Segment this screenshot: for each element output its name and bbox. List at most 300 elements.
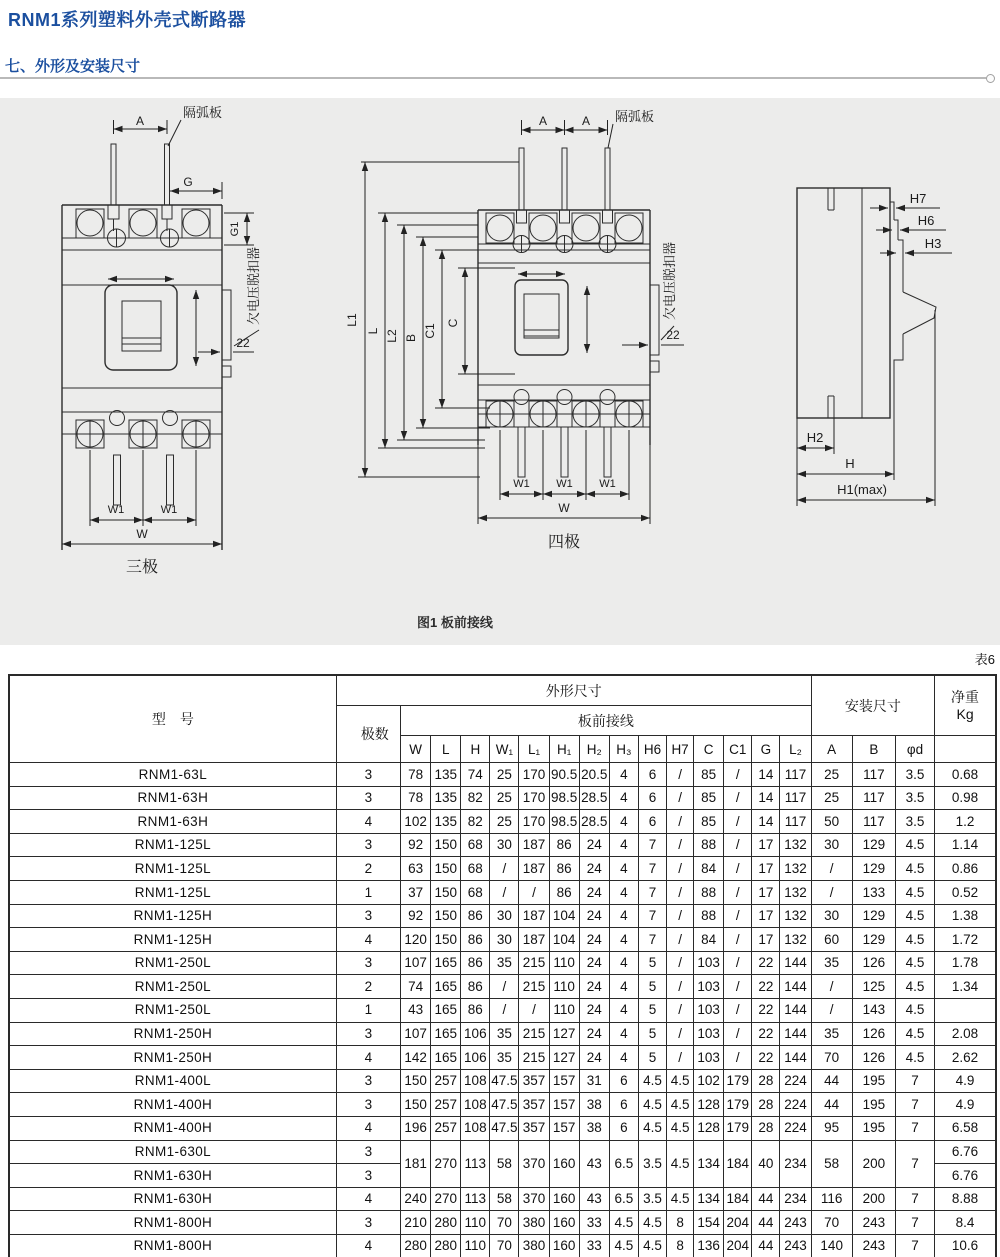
model-cell: RNM1-125L — [9, 833, 336, 857]
dim-cell: 280 — [431, 1234, 461, 1257]
weight-cell: 1.2 — [935, 810, 996, 834]
dim-cell: 5 — [638, 975, 666, 999]
weight-cell: 0.86 — [935, 857, 996, 881]
weight-cell: 0.68 — [935, 763, 996, 787]
dim-cell: 144 — [780, 1022, 811, 1046]
dim-cell: 7 — [638, 904, 666, 928]
dim-h3-label: H3 — [924, 236, 942, 251]
model-cell: RNM1-125L — [9, 880, 336, 904]
dim-cell: 126 — [852, 1022, 895, 1046]
dim-cell: 4.5 — [895, 880, 934, 904]
dim-l1-label: L1 — [345, 313, 359, 327]
dim-cell: 38 — [579, 1116, 609, 1140]
dim-w1-label: W1 — [107, 504, 125, 516]
dim-cell: 357 — [519, 1116, 549, 1140]
dim-cell: 22 — [752, 951, 780, 975]
dim-g-label: G — [183, 175, 193, 189]
page-title: RNM1系列塑料外壳式断路器 — [8, 10, 247, 30]
dim-a-label: A — [538, 114, 548, 128]
model-cell: RNM1-630H — [9, 1187, 336, 1211]
dim-cell: 35 — [811, 1022, 852, 1046]
dim-cell: 85 — [694, 786, 724, 810]
dim-cell: 103 — [694, 975, 724, 999]
dim-w1-label: W1 — [160, 504, 178, 516]
dim-h1max-label: H1(max) — [837, 482, 887, 497]
dim-cell: / — [667, 833, 694, 857]
dim-cell: 7 — [895, 1140, 934, 1187]
dim-cell: 24 — [579, 857, 609, 881]
dim-cell: 17 — [752, 857, 780, 881]
dim-cell: 215 — [519, 951, 549, 975]
dim-h-label: H — [845, 456, 855, 471]
dim-cell: 35 — [490, 1046, 519, 1070]
weight-cell: 1.38 — [935, 904, 996, 928]
dim-cell: 132 — [780, 880, 811, 904]
dim-cell: 4.5 — [609, 1211, 638, 1235]
dim-cell: 135 — [431, 786, 461, 810]
dim-cell: 4.5 — [895, 928, 934, 952]
dim-cell: 86 — [461, 998, 490, 1022]
dim-cell: 17 — [752, 833, 780, 857]
dim-cell: / — [724, 1046, 752, 1070]
dim-cell: 117 — [780, 786, 811, 810]
col-header-outline-dims: 外形尺寸 — [336, 675, 811, 706]
dim-cell: / — [519, 998, 549, 1022]
dim-cell: 31 — [579, 1069, 609, 1093]
dim-cell: 154 — [694, 1211, 724, 1235]
dim-cell: 92 — [401, 904, 431, 928]
dim-cell: 4.5 — [638, 1093, 666, 1117]
dim-cell: 3.5 — [895, 786, 934, 810]
dim-cell: 44 — [752, 1211, 780, 1235]
dim-cell: 134 — [694, 1140, 724, 1187]
dim-cell: 7 — [895, 1187, 934, 1211]
col-header-dim: L — [431, 736, 461, 763]
dim-cell: 24 — [579, 833, 609, 857]
dim-cell: 160 — [549, 1187, 579, 1211]
dim-w1-label: W1 — [556, 478, 573, 490]
dim-l-label: L — [366, 327, 380, 335]
weight-cell — [935, 998, 996, 1022]
dim-cell: 106 — [461, 1046, 490, 1070]
dim-cell: 160 — [549, 1140, 579, 1187]
dim-cell: 243 — [780, 1211, 811, 1235]
dim-cell: / — [667, 763, 694, 787]
col-header-weight — [935, 675, 996, 736]
dim-cell: / — [724, 880, 752, 904]
dim-cell: 4 — [609, 904, 638, 928]
dim-cell: 88 — [694, 904, 724, 928]
three-pole-front-view — [62, 105, 261, 576]
dim-cell: 6 — [638, 810, 666, 834]
model-cell: RNM1-400L — [9, 1069, 336, 1093]
weight-cell: 8.4 — [935, 1211, 996, 1235]
model-cell: RNM1-63L — [9, 763, 336, 787]
dim-cell: 200 — [852, 1187, 895, 1211]
col-header-dim: G — [752, 736, 780, 763]
dim-cell: 4.5 — [638, 1069, 666, 1093]
dim-cell: 70 — [490, 1211, 519, 1235]
dim-cell: 4.5 — [667, 1116, 694, 1140]
dim-cell: 4 — [609, 928, 638, 952]
dim-cell: 24 — [579, 998, 609, 1022]
col-header-poles: 极数 — [336, 706, 400, 763]
dim-cell: 30 — [490, 833, 519, 857]
model-cell: RNM1-63H — [9, 786, 336, 810]
dim-cell: 184 — [724, 1140, 752, 1187]
dim-cell: 160 — [549, 1211, 579, 1235]
dim-cell: 86 — [549, 857, 579, 881]
dim-cell: 108 — [461, 1116, 490, 1140]
dim-cell: 113 — [461, 1187, 490, 1211]
dim-cell: 215 — [519, 975, 549, 999]
poles-cell: 3 — [336, 1164, 400, 1188]
header-row-1 — [9, 675, 996, 706]
poles-cell: 2 — [336, 857, 400, 881]
col-header-dim: C — [694, 736, 724, 763]
col-header-dim: H₂ — [579, 736, 609, 763]
dim-cell: 150 — [401, 1093, 431, 1117]
dim-cell: 86 — [461, 904, 490, 928]
dim-cell: 127 — [549, 1046, 579, 1070]
model-cell: RNM1-400H — [9, 1093, 336, 1117]
dim-cell: / — [667, 1046, 694, 1070]
dim-cell: 88 — [694, 880, 724, 904]
dim-cell: 92 — [401, 833, 431, 857]
dim-cell: 37 — [401, 880, 431, 904]
spec-table — [8, 674, 997, 1257]
table-row — [9, 1234, 996, 1257]
dim-cell: 4.5 — [638, 1116, 666, 1140]
table-row — [9, 1187, 996, 1211]
dim-cell: 117 — [780, 763, 811, 787]
weight-cell: 8.88 — [935, 1187, 996, 1211]
model-cell: RNM1-630H — [9, 1164, 336, 1188]
dim-cell: 170 — [519, 763, 549, 787]
dim-cell: 7 — [895, 1211, 934, 1235]
dim-cell: 129 — [852, 904, 895, 928]
dim-cell: 5 — [638, 1022, 666, 1046]
dim-cell: 98.5 — [549, 810, 579, 834]
dimension-drawing — [0, 98, 1000, 645]
dim-cell: 6 — [638, 786, 666, 810]
dim-cell: 44 — [811, 1093, 852, 1117]
dim-cell: 135 — [431, 763, 461, 787]
col-header-dim: A — [811, 736, 852, 763]
model-cell: RNM1-250L — [9, 975, 336, 999]
dim-h7-label: H7 — [909, 191, 927, 206]
dim-cell: 44 — [811, 1069, 852, 1093]
dim-cell: 8 — [667, 1211, 694, 1235]
dim-cell: / — [667, 928, 694, 952]
dim-cell: 150 — [431, 928, 461, 952]
dim-cell: 142 — [401, 1046, 431, 1070]
dim-cell: 234 — [780, 1187, 811, 1211]
poles-cell: 4 — [336, 1234, 400, 1257]
dim-cell: 6.5 — [609, 1187, 638, 1211]
dim-cell: 30 — [490, 928, 519, 952]
dim-cell: 3.5 — [638, 1187, 666, 1211]
dim-w1-label: W1 — [599, 478, 616, 490]
dim-cell: 86 — [549, 833, 579, 857]
dim-cell: 257 — [431, 1116, 461, 1140]
dim-cell: 14 — [752, 786, 780, 810]
table-row — [9, 975, 996, 999]
table-tag: 表6 — [974, 652, 995, 667]
poles-cell: 1 — [336, 880, 400, 904]
dim-cell: 134 — [694, 1187, 724, 1211]
poles-cell: 3 — [336, 1211, 400, 1235]
dim-cell: 68 — [461, 857, 490, 881]
dim-cell: 22 — [752, 1046, 780, 1070]
dim-cell: 270 — [431, 1140, 461, 1187]
dim-cell: 7 — [638, 833, 666, 857]
poles-cell: 3 — [336, 1022, 400, 1046]
dim-cell: 70 — [811, 1211, 852, 1235]
dim-cell: 14 — [752, 763, 780, 787]
dim-cell: 82 — [461, 810, 490, 834]
dim-cell: 243 — [852, 1234, 895, 1257]
dim-cell: 24 — [579, 928, 609, 952]
dim-cell: 108 — [461, 1069, 490, 1093]
poles-cell: 4 — [336, 1187, 400, 1211]
dim-cell: 30 — [811, 904, 852, 928]
dim-cell: 243 — [780, 1234, 811, 1257]
model-cell: RNM1-250L — [9, 998, 336, 1022]
poles-cell: 4 — [336, 928, 400, 952]
dim-cell: 86 — [549, 880, 579, 904]
dim-cell: 110 — [549, 951, 579, 975]
dim-cell: 113 — [461, 1140, 490, 1187]
dim-cell: 196 — [401, 1116, 431, 1140]
dim-cell: 179 — [724, 1069, 752, 1093]
dim-cell: 215 — [519, 1022, 549, 1046]
dim-cell: / — [724, 975, 752, 999]
model-cell: RNM1-800H — [9, 1234, 336, 1257]
dim-c-label: C — [446, 318, 460, 328]
model-cell: RNM1-250L — [9, 951, 336, 975]
dim-cell: 43 — [579, 1187, 609, 1211]
dim-cell: / — [811, 975, 852, 999]
dim-cell: 4 — [609, 857, 638, 881]
dim-cell: 24 — [579, 1046, 609, 1070]
dim-cell: 270 — [431, 1187, 461, 1211]
spec-table-body — [9, 763, 996, 1257]
dim-cell: / — [724, 1022, 752, 1046]
col-header-dim: L₂ — [780, 736, 811, 763]
dim-cell: 24 — [579, 1022, 609, 1046]
weight-cell: 6.58 — [935, 1116, 996, 1140]
dim-cell: 4.5 — [895, 951, 934, 975]
dim-cell: 47.5 — [490, 1116, 519, 1140]
dim-cell: 68 — [461, 833, 490, 857]
dim-cell: 7 — [895, 1116, 934, 1140]
dim-cell: 28.5 — [579, 810, 609, 834]
poles-cell: 3 — [336, 1093, 400, 1117]
dim-cell: 117 — [852, 763, 895, 787]
dim-cell: / — [724, 786, 752, 810]
dim-cell: 132 — [780, 904, 811, 928]
dim-cell: 132 — [780, 833, 811, 857]
dim-cell: 179 — [724, 1093, 752, 1117]
dim-cell: 4.5 — [895, 975, 934, 999]
dim-cell: 28 — [752, 1093, 780, 1117]
section-heading: 七、外形及安装尺寸 — [5, 58, 141, 75]
dim-cell: / — [667, 975, 694, 999]
dim-cell: 44 — [752, 1187, 780, 1211]
dim-cell: 4 — [609, 833, 638, 857]
dim-cell: 4 — [609, 998, 638, 1022]
dim-cell: 17 — [752, 880, 780, 904]
dim-cell: 370 — [519, 1187, 549, 1211]
dim-cell: 224 — [780, 1116, 811, 1140]
dim-cell: 116 — [811, 1187, 852, 1211]
dim-cell: 84 — [694, 928, 724, 952]
col-header-dim: H₃ — [609, 736, 638, 763]
dim-cell: / — [811, 880, 852, 904]
model-cell: RNM1-800H — [9, 1211, 336, 1235]
dim-cell: 170 — [519, 810, 549, 834]
dim-cell: 4 — [609, 880, 638, 904]
undervoltage-label: 欠电压脱扣器 — [246, 246, 261, 326]
dim-cell: 7 — [895, 1234, 934, 1257]
table-row — [9, 1046, 996, 1070]
dim-cell: 22 — [752, 1022, 780, 1046]
dim-cell: 7 — [895, 1093, 934, 1117]
dim-cell: 108 — [461, 1093, 490, 1117]
dim-cell: / — [490, 975, 519, 999]
dim-cell: 110 — [549, 975, 579, 999]
arc-plate-label: 隔弧板 — [183, 105, 223, 120]
four-pole-label: 四极 — [547, 534, 581, 551]
table-row — [9, 951, 996, 975]
dim-cell: 60 — [811, 928, 852, 952]
dim-a-label: A — [581, 114, 591, 128]
dim-cell: 84 — [694, 857, 724, 881]
col-header-dim: W₁ — [490, 736, 519, 763]
dim-cell: 195 — [852, 1116, 895, 1140]
dim-cell: 103 — [694, 998, 724, 1022]
dim-cell: 50 — [811, 810, 852, 834]
table-row — [9, 1116, 996, 1140]
model-cell: RNM1-125H — [9, 904, 336, 928]
dim-cell: 157 — [549, 1116, 579, 1140]
model-cell: RNM1-125H — [9, 928, 336, 952]
table-row — [9, 1093, 996, 1117]
dim-cell: 85 — [694, 763, 724, 787]
table-row — [9, 833, 996, 857]
dim-cell: 20.5 — [579, 763, 609, 787]
dim-cell: / — [667, 904, 694, 928]
dim-c1-label: C1 — [423, 323, 437, 339]
dim-cell: 187 — [519, 833, 549, 857]
dim-cell: 181 — [401, 1140, 431, 1187]
dim-cell: 22 — [752, 998, 780, 1022]
dim-cell: 103 — [694, 951, 724, 975]
dim-cell: / — [724, 810, 752, 834]
dim-cell: 70 — [490, 1234, 519, 1257]
dim-cell: 136 — [694, 1234, 724, 1257]
dim-cell: 107 — [401, 951, 431, 975]
weight-cell: 2.62 — [935, 1046, 996, 1070]
table-row — [9, 998, 996, 1022]
dim-w-label: W — [558, 501, 570, 515]
col-header-dim: φd — [895, 736, 934, 763]
dim-cell: 129 — [852, 928, 895, 952]
weight-cell: 10.6 — [935, 1234, 996, 1257]
dim-cell: / — [724, 998, 752, 1022]
weight-cell: 0.98 — [935, 786, 996, 810]
table-row — [9, 1140, 996, 1164]
dim-cell: 4 — [609, 975, 638, 999]
dim-cell: 129 — [852, 857, 895, 881]
dim-cell: 38 — [579, 1093, 609, 1117]
side-view — [797, 188, 952, 506]
dim-cell: 144 — [780, 951, 811, 975]
dim-cell: 4 — [609, 1046, 638, 1070]
model-cell: RNM1-63H — [9, 810, 336, 834]
table-row — [9, 763, 996, 787]
model-cell: RNM1-250H — [9, 1046, 336, 1070]
dim-cell: 58 — [490, 1187, 519, 1211]
dim-cell: 4.5 — [667, 1140, 694, 1187]
poles-cell: 1 — [336, 998, 400, 1022]
dim-cell: 150 — [401, 1069, 431, 1093]
dim-cell: 86 — [461, 975, 490, 999]
dim-l2-label: L2 — [385, 329, 399, 343]
dim-cell: 150 — [431, 857, 461, 881]
dim-cell: 4.5 — [667, 1093, 694, 1117]
dim-cell: 128 — [694, 1093, 724, 1117]
dim-cell: 380 — [519, 1211, 549, 1235]
poles-cell: 2 — [336, 975, 400, 999]
weight-cell: 6.76 — [935, 1140, 996, 1164]
dim-cell: 150 — [431, 904, 461, 928]
dim-cell: 127 — [549, 1022, 579, 1046]
dim-cell: 4.5 — [895, 1022, 934, 1046]
dim-cell: 165 — [431, 998, 461, 1022]
col-header-weight-spacer — [935, 736, 996, 763]
dim-cell: 6 — [609, 1116, 638, 1140]
poles-cell: 4 — [336, 810, 400, 834]
dim-cell: 126 — [852, 951, 895, 975]
dim-cell: 234 — [780, 1140, 811, 1187]
dim-cell: 35 — [811, 951, 852, 975]
dim-cell: 5 — [638, 1046, 666, 1070]
model-cell: RNM1-125L — [9, 857, 336, 881]
dim-cell: 126 — [852, 1046, 895, 1070]
col-header-dim: W — [401, 736, 431, 763]
dim-cell: 106 — [461, 1022, 490, 1046]
dim-cell: 144 — [780, 1046, 811, 1070]
dim-cell: 74 — [461, 763, 490, 787]
dim-cell: 4 — [609, 810, 638, 834]
dim-cell: 187 — [519, 904, 549, 928]
table-row — [9, 857, 996, 881]
dim-cell: 58 — [490, 1140, 519, 1187]
dim-cell: 135 — [431, 810, 461, 834]
table-row — [9, 880, 996, 904]
dim-cell: 47.5 — [490, 1093, 519, 1117]
model-cell: RNM1-630L — [9, 1140, 336, 1164]
weight-cell: 4.9 — [935, 1069, 996, 1093]
dim-cell: / — [490, 998, 519, 1022]
dim-cell: 28 — [752, 1069, 780, 1093]
dim-cell: 30 — [490, 904, 519, 928]
dim-cell: / — [724, 857, 752, 881]
poles-cell: 3 — [336, 1140, 400, 1164]
dim-cell: 165 — [431, 951, 461, 975]
